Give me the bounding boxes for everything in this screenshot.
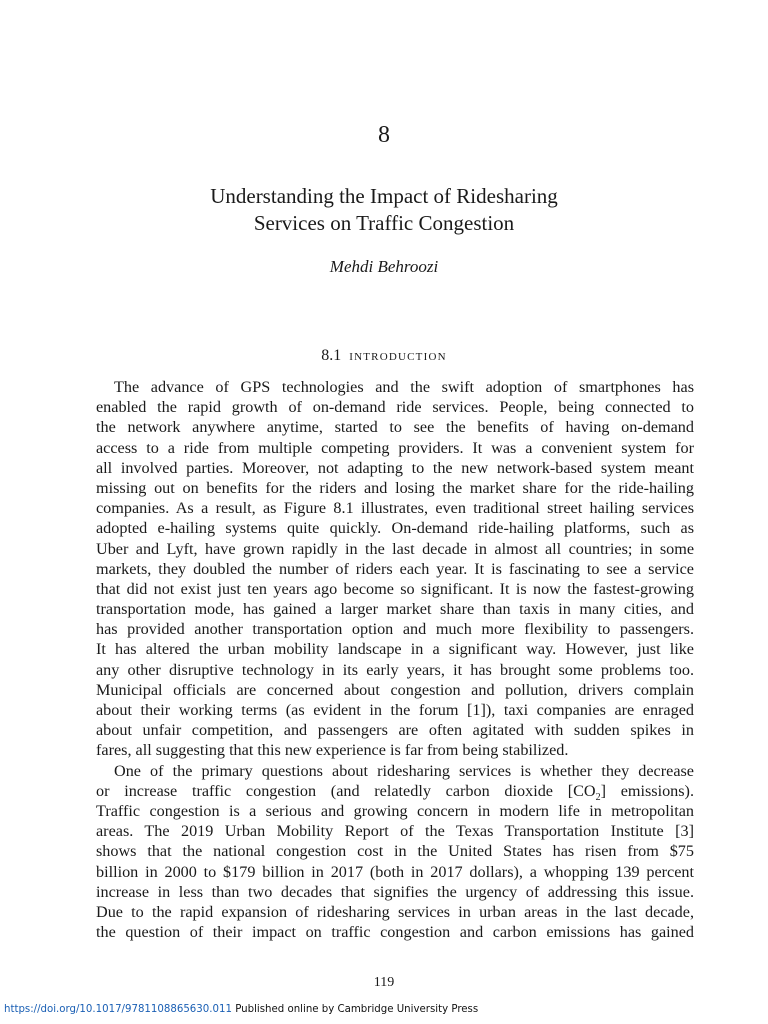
text-line: adopted e-hailing systems quite quickly. On-demand ride-hailing platforms, such as: [96, 519, 694, 538]
subscript: 2: [595, 791, 601, 803]
chapter-number: 8: [378, 122, 390, 148]
text-line: [96, 781, 694, 801]
text-line: about unfair competition, and passengers are often agitated with sudden spikes in: [96, 721, 694, 740]
text-line: has provided another transportation option and much more flexibility to passengers.: [96, 620, 694, 639]
footer: [4, 1003, 478, 1017]
text-line: Traffic congestion is a serious and growing concern in modern life in metropolitan: [96, 801, 694, 820]
text-line: markets, they doubled the number of riders each year. It is fascinating to see a service: [96, 559, 694, 578]
section-heading: [0, 344, 768, 368]
text-line: all involved parties. Moreover, not adapting to the new network-based system meant: [96, 458, 694, 477]
paragraph-1: [96, 377, 694, 761]
text-segment: ] emissions).: [600, 781, 694, 800]
text-line: Uber and Lyft, have grown rapidly in the last decade in almost all countries; in some: [96, 539, 694, 558]
text-line: the question of their impact on traffic congestion and carbon emissions has gained: [96, 923, 694, 942]
text-line: that did not exist just ten years ago become so significant. It is now the fastest-growing: [96, 579, 694, 598]
text-line: Municipal officials are concerned about congestion and pollution, drivers complain: [96, 680, 694, 699]
text-line: missing out on benefits for the riders and losing the market share for the ride-hailing: [96, 478, 694, 497]
author-name: Mehdi Behroozi: [329, 257, 439, 276]
text-line: Due to the rapid expansion of ridesharing services in urban areas in the last decade,: [96, 902, 694, 921]
text-line: increase in less than two decades that signifies the urgency of addressing this issue.: [96, 882, 694, 901]
text-line: billion in 2000 to $179 billion in 2017 (both in 2017 dollars), a whopping 139 percent: [96, 862, 694, 881]
paragraph-2-rest: [96, 801, 694, 942]
text-line: areas. The 2019 Urban Mobility Report of the Texas Transportation Institute [3]: [96, 822, 694, 841]
section-number: 8.1: [321, 347, 342, 364]
text-line: the network anywhere anytime, started to see the benefits of having on-demand: [96, 418, 694, 437]
paragraph-2: [96, 761, 694, 943]
text-line: transportation mode, has gained a larger market share than taxis in many cities, and: [96, 600, 694, 619]
chapter-title-line-1: Understanding the Impact of Ridesharing: [210, 184, 558, 208]
text-segment: or increase traffic congestion (and relatedly carbon dioxide [CO: [96, 781, 596, 800]
page-number: 119: [373, 975, 395, 990]
text-line: access to a ride from multiple competing providers. It was a convenient system for: [96, 438, 694, 457]
text-line: It has altered the urban mobility landscape in a significant way. However, just like: [96, 640, 694, 659]
text-line: One of the primary questions about ridesharing services is whether they decrease: [114, 761, 694, 780]
text-line: The advance of GPS technologies and the swift adoption of smartphones has: [114, 378, 694, 396]
chapter-title-line-2: Services on Traffic Congestion: [253, 211, 515, 235]
publisher-note: Published online by Cambridge University Press: [235, 1004, 479, 1015]
text-line: about their working terms (as evident in the forum [1]), taxi companies are enraged: [96, 701, 694, 719]
text-line: any other disruptive technology in its early years, it has brought some problems too.: [96, 660, 694, 679]
chapter-title: [0, 183, 768, 237]
text-line: fares, all suggesting that this new experience is far from being stabilized.: [96, 741, 569, 760]
text-line: companies. As a result, as Figure 8.1 illustrates, even traditional street hailing services: [96, 499, 694, 518]
text-line: shows that the national congestion cost in the United States has risen from $75: [96, 842, 694, 861]
text-line: enabled the rapid growth of on-demand ride services. People, being connected to: [96, 398, 694, 417]
section-title: introduction: [349, 347, 447, 364]
doi-link[interactable]: https://doi.org/10.1017/9781108865630.011: [4, 1004, 232, 1015]
body-text: [96, 377, 694, 942]
